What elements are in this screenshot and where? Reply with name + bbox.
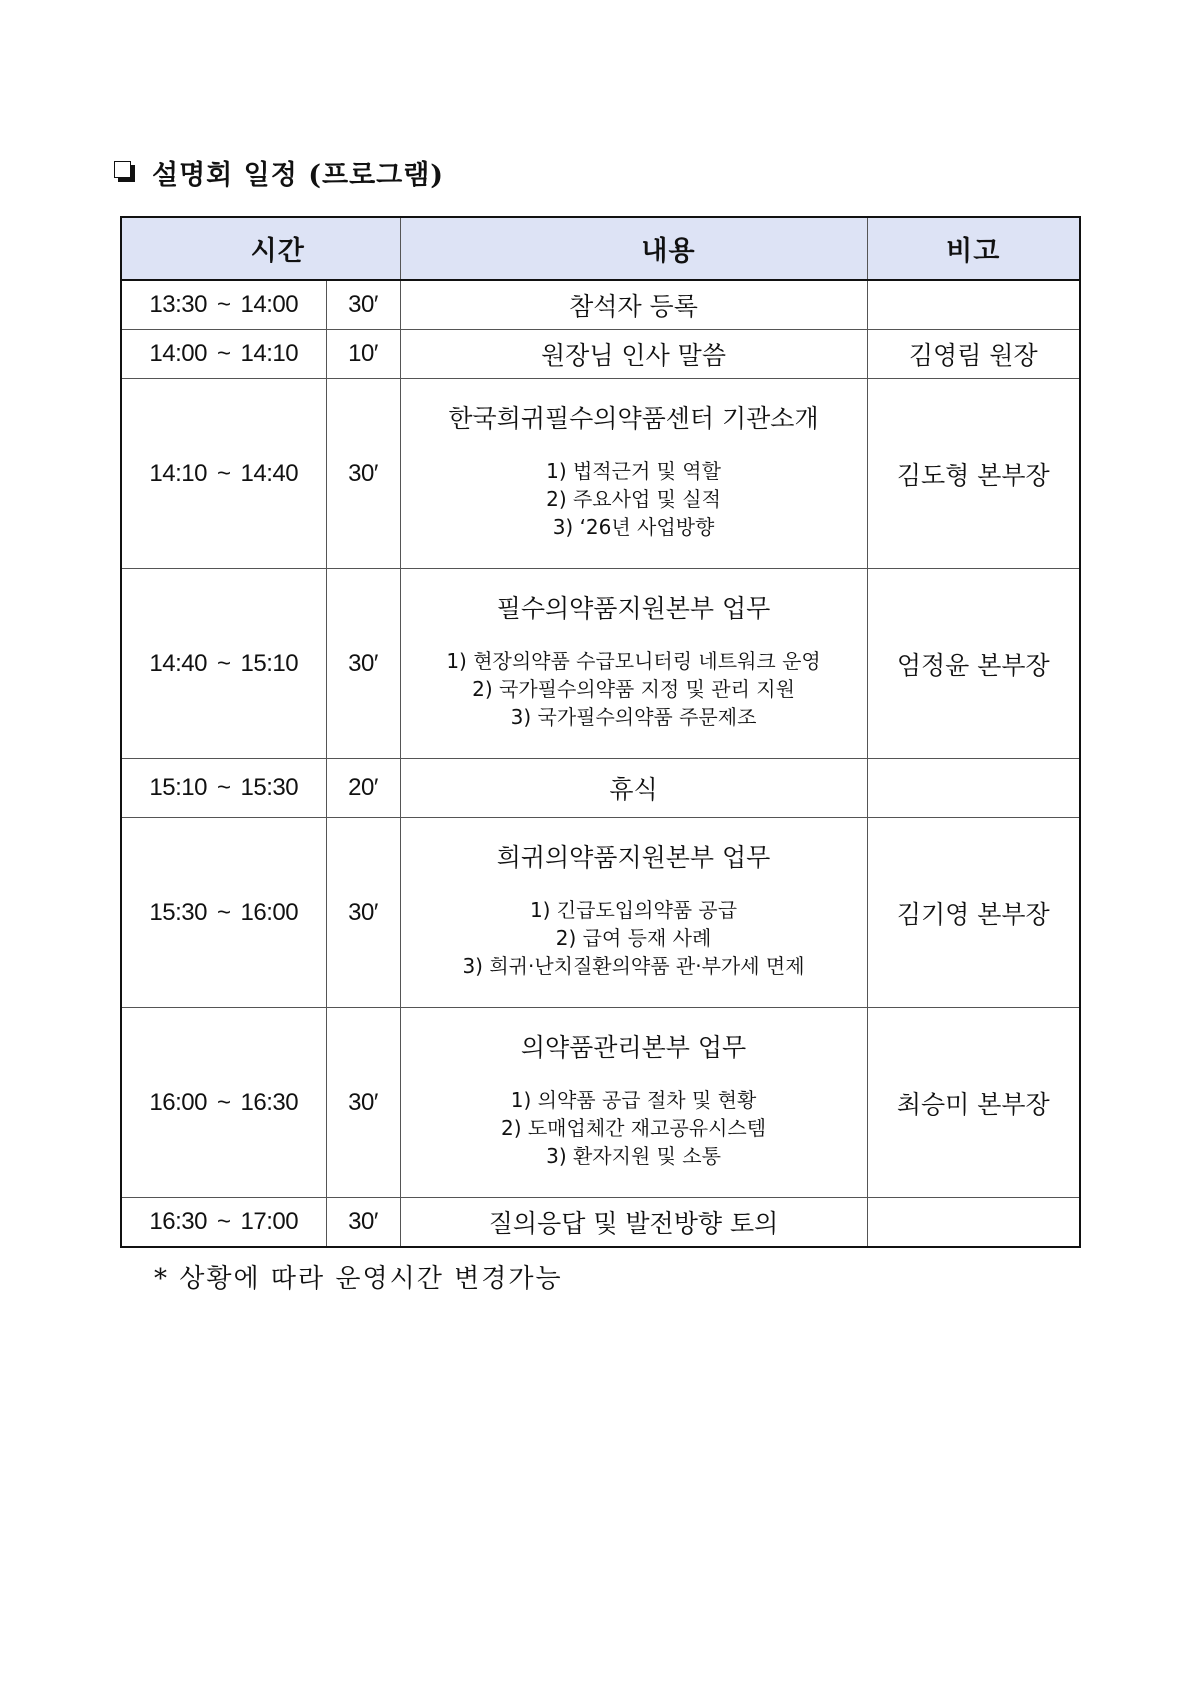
session-title: 한국희귀필수의약품센터 기관소개	[448, 403, 819, 433]
time-separator: ~	[216, 649, 231, 677]
start-time: 15:10	[149, 774, 207, 801]
duration-cell: 20′	[326, 759, 400, 818]
time-range-cell	[121, 1008, 326, 1198]
duration-cell: 30′	[326, 1008, 400, 1198]
presenter-cell: 김도형 본부장	[867, 379, 1080, 569]
list-item: 1) 긴급도입의약품 공급	[529, 897, 738, 922]
session-items	[401, 457, 867, 541]
start-time: 16:00	[149, 1088, 207, 1116]
session-items	[401, 647, 867, 731]
list-item: 2) 국가필수의약품 지정 및 관리 지원	[472, 676, 795, 701]
section-title-text: 설명회 일정 (프로그램)	[152, 159, 445, 191]
table-row	[121, 280, 1080, 330]
duration-cell: 30′	[326, 1198, 400, 1248]
time-separator: ~	[216, 340, 231, 367]
end-time: 16:00	[240, 898, 299, 926]
start-time: 14:40	[149, 649, 207, 677]
end-time: 15:30	[240, 774, 299, 801]
duration-cell: 30′	[326, 569, 400, 759]
time-range-cell	[121, 379, 326, 569]
session-title: 휴식	[609, 775, 658, 804]
schedule-table	[120, 216, 1081, 1248]
time-range-cell	[121, 330, 326, 379]
presenter-cell: 엄정윤 본부장	[867, 569, 1080, 759]
presenter-cell	[867, 1198, 1080, 1248]
list-item: 2) 도매업체간 재고공유시스템	[500, 1115, 767, 1140]
end-time: 15:10	[240, 649, 299, 677]
time-separator: ~	[216, 898, 231, 926]
content-cell	[400, 569, 867, 759]
end-time: 17:00	[240, 1208, 299, 1235]
presenter-cell	[867, 759, 1080, 818]
table-row	[121, 1198, 1080, 1248]
table-row	[121, 759, 1080, 818]
content-cell	[400, 759, 867, 818]
start-time: 15:30	[149, 898, 207, 926]
time-separator: ~	[216, 459, 231, 487]
duration-cell: 30′	[326, 818, 400, 1008]
end-time: 14:10	[240, 340, 299, 367]
session-title: 원장님 인사 말씀	[541, 341, 726, 370]
list-item: 1) 법적근거 및 역할	[546, 458, 721, 483]
presenter-cell: 김기영 본부장	[867, 818, 1080, 1008]
header-content: 내용	[400, 217, 867, 280]
table-row	[121, 1008, 1080, 1198]
time-range-cell	[121, 280, 326, 330]
list-item: 1) 의약품 공급 절차 및 현황	[510, 1087, 757, 1112]
start-time: 14:00	[149, 340, 207, 367]
time-separator: ~	[216, 1208, 231, 1235]
start-time: 16:30	[149, 1208, 207, 1235]
presenter-cell: 최승미 본부장	[867, 1008, 1080, 1198]
header-time: 시간	[121, 217, 400, 280]
duration-cell: 30′	[326, 379, 400, 569]
presenter-cell	[867, 280, 1080, 330]
content-cell	[400, 1198, 867, 1248]
time-range-cell	[121, 569, 326, 759]
table-row	[121, 569, 1080, 759]
session-title: 참석자 등록	[569, 292, 698, 321]
table-row	[121, 379, 1080, 569]
content-cell	[400, 330, 867, 379]
content-cell	[400, 379, 867, 569]
end-time: 14:00	[240, 291, 299, 318]
table-header-row	[121, 217, 1080, 280]
list-item: 1) 현장의약품 수급모니터링 네트워크 운영	[446, 648, 821, 673]
end-time: 16:30	[240, 1088, 299, 1116]
table-row	[121, 330, 1080, 379]
time-range-cell	[121, 1198, 326, 1248]
time-separator: ~	[216, 1088, 231, 1116]
start-time: 14:10	[149, 459, 207, 487]
end-time: 14:40	[240, 459, 299, 487]
footnote: * 상황에 따라 운영시간 변경가능	[154, 1264, 563, 1294]
start-time: 13:30	[149, 291, 207, 318]
time-range-cell	[121, 818, 326, 1008]
session-items	[401, 1086, 867, 1170]
list-item: 3) 국가필수의약품 주문제조	[510, 704, 757, 729]
content-cell	[400, 1008, 867, 1198]
list-item: 2) 급여 등재 사례	[555, 925, 712, 950]
duration-cell: 30′	[326, 280, 400, 330]
time-separator: ~	[216, 291, 231, 318]
time-range-cell	[121, 759, 326, 818]
list-item: 3) 환자지원 및 소통	[546, 1143, 721, 1168]
square-box-icon	[114, 161, 136, 183]
content-cell	[400, 818, 867, 1008]
session-items	[401, 896, 867, 980]
presenter-cell: 김영림 원장	[867, 330, 1080, 379]
list-item: 2) 주요사업 및 실적	[546, 486, 721, 511]
list-item: 3) 희귀·난치질환의약품 관·부가세 면제	[462, 953, 805, 978]
table-row	[121, 818, 1080, 1008]
content-cell	[400, 280, 867, 330]
time-separator: ~	[216, 774, 231, 801]
session-title: 희귀의약품지원본부 업무	[496, 842, 771, 872]
session-title: 질의응답 및 발전방향 토의	[488, 1209, 779, 1238]
schedule-body	[121, 280, 1080, 1247]
duration-cell: 10′	[326, 330, 400, 379]
session-title: 의약품관리본부 업무	[520, 1032, 747, 1062]
session-title: 필수의약품지원본부 업무	[496, 593, 771, 623]
header-note: 비고	[867, 217, 1080, 280]
section-title	[114, 152, 444, 192]
list-item: 3) ‘26년 사업방향	[552, 514, 715, 539]
